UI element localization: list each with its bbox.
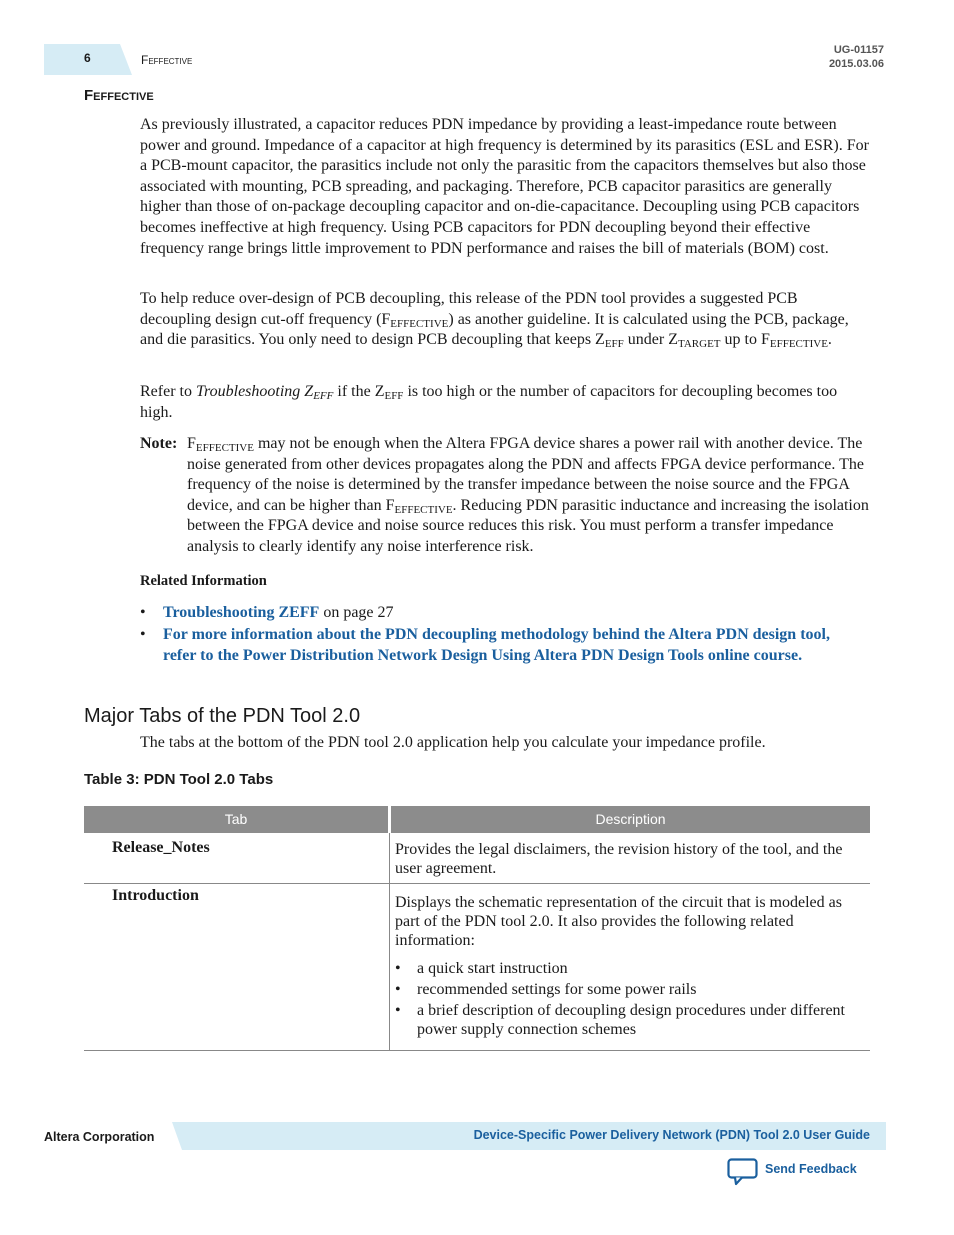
doc-id: UG-01157 [833,44,884,56]
bullet: • [395,960,401,977]
bullet-text: a brief description of decoupling design procedures under different power supply connection schemes [417,1002,845,1038]
row-description-text: Provides the legal disclaimers, the revision history of the tool, and the user agreement. [395,841,843,877]
table-row-release-notes-tab: Release_Notes [112,839,210,856]
paragraph-3 [140,382,870,423]
related-information-heading: Related Information [140,573,267,589]
row-description-text: Displays the schematic representation of the circuit that is modeled as part of the PDN tool 2.0. It also provides the following related information: [395,894,842,949]
footer-company: Altera Corporation [44,1130,155,1144]
doc-info [829,43,884,71]
p3-text-c: is too high or the number of capacitors for decoupling becomes too high. [140,383,838,421]
p2-sub-eff: EFF [604,338,624,351]
paragraph-1 [140,115,870,259]
list-item [140,602,840,623]
p3-text-a: Refer to [140,383,196,400]
paragraph-2 [140,289,870,351]
note-text [187,434,870,558]
table-header-description: Description [391,806,870,833]
p3-italic-sub: EFF [313,390,334,402]
p2-text-e: . [827,331,832,349]
tabs-section-intro: The tabs at the bottom of the PDN tool 2.0 application help you calculate your impedance profile. [140,734,766,751]
table-caption: Table 3: PDN Tool 2.0 Tabs [84,771,274,788]
table-row-introduction-description [395,893,855,1041]
note-text-a: F [187,435,196,452]
troubleshooting-zeff-link[interactable]: Troubleshooting ZEFF [163,604,320,621]
note-sub-1: EFFECTIVE [195,442,254,454]
p3-sub: EFF [384,390,404,402]
paragraph-1-text: As previously illustrated, a capacitor reduces PDN impedance by providing a least-impedance route between power and ground. Impedance of a capacitor at high frequency is determined by its parasitics (ESL and ESR). For a PCB-mount capacitor, the parasitics include not only the parasitic from the capacitors themselves but also those associated with mounting, PCB spreading, and packaging. Therefore, PCB capacitor parasitics are generally higher than those of on-package decoupling capacitor and on-die-capacitance. Decoupling using PCB capacitors becomes ineffective at high frequency. Using PCB capacitors for PDN decoupling beyond their effective frequency range brings little improvement to PDN performance and raises the bill of materials (BOM) cost. [140,116,869,257]
send-feedback-button[interactable] [727,1158,867,1188]
table-row-divider [84,883,870,884]
p2-text-c: under Z [623,331,678,349]
p2-text-a: To help reduce over-design of PCB decoupling, this release of the PDN tool provides a suggested PCB decoupling design cut-off frequency (F [140,290,798,328]
note-block [140,434,870,558]
bullet: • [395,981,401,998]
running-title: Feffective [141,53,193,67]
pdn-course-link[interactable]: For more information about the PDN decoupling methodology behind the Altera PDN design tool, refer to the Power Distribution Network Design Using Altera PDN Design Tools online course. [163,626,830,664]
bullet: • [395,1002,401,1019]
bullet-text: recommended settings for some power rails [417,981,697,998]
footer-guide-title: Device-Specific Power Delivery Network (PDN) Tool 2.0 User Guide [473,1128,870,1142]
table-header-tab: Tab [84,806,388,833]
note-label: Note: [140,435,178,452]
p3-text-b: if the Z [333,383,385,400]
link-suffix: on page 27 [319,604,394,621]
send-feedback-label: Send Feedback [765,1162,857,1176]
list-item [395,959,855,978]
p2-text-b: ) as another guideline. It is calculated using the PCB, package, and die parasitics. You only need to design PCB decoupling that keeps Z [140,310,849,349]
table-row-introduction-tab: Introduction [112,887,199,904]
p2-text-d: up to F [720,331,770,349]
page-number: 6 [84,51,91,65]
bullet: • [140,626,146,643]
table-column-divider [389,833,390,1051]
introduction-bullets [395,959,855,1039]
note-sub-2: EFFECTIVE [394,503,453,516]
bullet: • [140,604,146,621]
note-text-b: may not be enough when the Altera FPGA device shares a power rail with another device. The noise generated from other devices propagates along the PDN and affects FPGA device performance. The frequency of the noise is determined by the transfer impedance between the noise source and the FPGA device, and can be higher than F [187,435,864,514]
p2-sub-target: TARGET [678,338,721,351]
doc-date: 2015.03.06 [828,58,884,70]
tabs-section-heading: Major Tabs of the PDN Tool 2.0 [84,705,361,727]
list-item [395,1001,855,1039]
related-links-list [140,602,840,667]
speech-bubble-icon [727,1158,759,1191]
bullet-text: a quick start instruction [417,960,568,977]
list-item [395,980,855,999]
p2-sub-effective: EFFECTIVE [390,317,449,330]
section-heading: Feffective [84,87,154,104]
p3-italic-ref: Troubleshooting Z [195,383,314,400]
table-row-release-notes-description [395,840,855,878]
p2-sub-effective-2: EFFECTIVE [769,338,828,351]
note-text-c: . Reducing PDN parasitic inductance and increasing the isolation between the FPGA device and noise source reduces this risk. You must perform a transfer impedance analysis to clearly identify any noise interference risk. [187,496,869,555]
table-bottom-border [84,1050,870,1051]
list-item [140,624,840,666]
